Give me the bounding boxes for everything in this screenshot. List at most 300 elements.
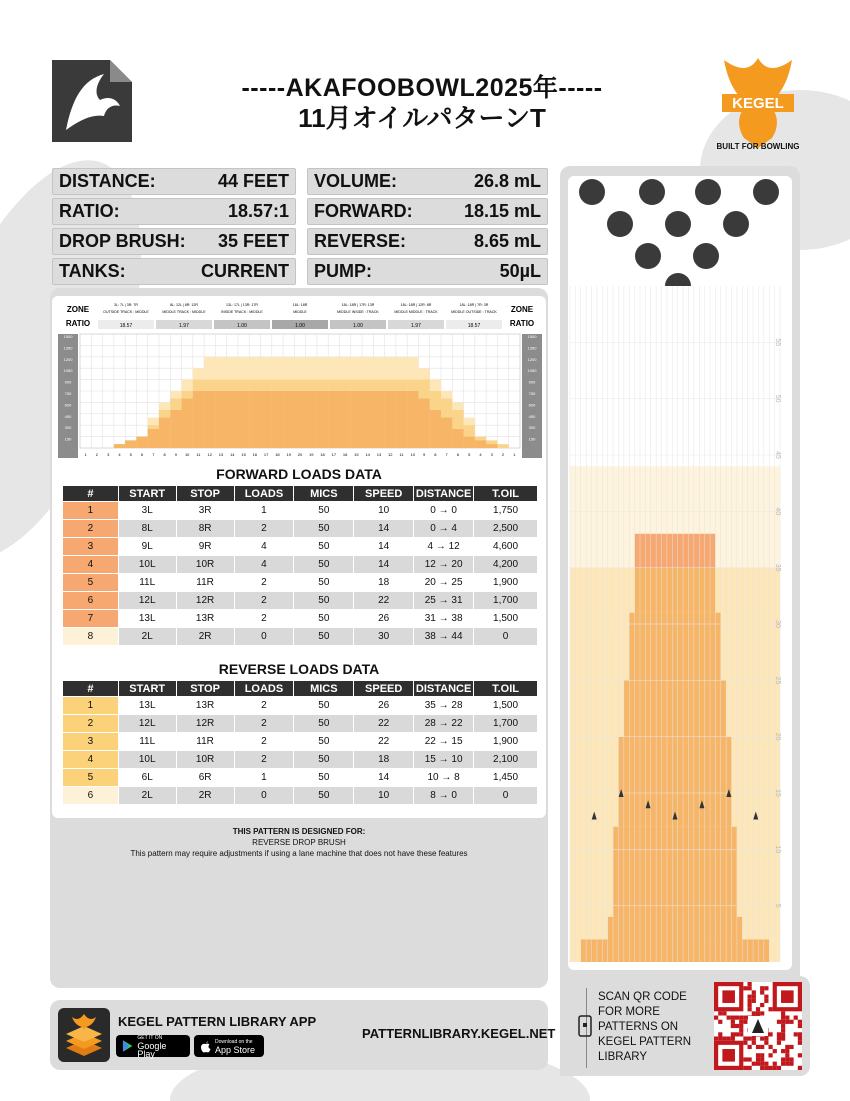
table-cell: 13R <box>176 697 234 715</box>
column-header: # <box>63 486 119 502</box>
volume-bar-dark <box>215 391 226 448</box>
qr-module <box>752 1036 756 1040</box>
qr-finder-inner <box>722 990 735 1003</box>
volume-bar-dark <box>385 391 396 448</box>
qr-module <box>798 1024 802 1028</box>
table-header-row <box>63 486 538 502</box>
qr-module <box>735 1016 739 1020</box>
table-cell: 9L <box>118 538 176 556</box>
row-number: 1 <box>63 502 119 520</box>
qr-module <box>777 1020 781 1024</box>
qr-module <box>768 1032 772 1036</box>
qr-module <box>748 995 752 999</box>
qr-module <box>756 1057 760 1061</box>
volume-bar-dark <box>283 391 294 448</box>
table-cell: 12R <box>176 592 234 610</box>
qr-module <box>748 1066 752 1070</box>
table-cell: 8 → 0 <box>414 787 474 805</box>
y-tick-label-right: 1050 <box>527 368 537 374</box>
board-label: 14 <box>365 452 370 457</box>
column-header: LOADS <box>234 486 294 502</box>
table-cell: 11L <box>118 733 176 751</box>
qr-module <box>760 986 764 990</box>
stat-label: REVERSE: <box>314 231 407 251</box>
page-title-line-1: -----AKAFOOBOWL2025年----- <box>241 74 603 102</box>
stat-value: 18.57:1 <box>227 201 289 221</box>
forward-loads-title: FORWARD LOADS DATA <box>216 466 382 482</box>
volume-bar-dark <box>441 418 452 448</box>
distance-label: 25 <box>774 676 781 685</box>
table-cell: 1,450 <box>474 769 538 787</box>
oil-step-forward <box>613 827 737 917</box>
qr-module <box>752 990 756 994</box>
table-cell: 4,600 <box>474 538 538 556</box>
column-header: MICS <box>294 486 354 502</box>
phone-scan-icon <box>576 1014 596 1038</box>
qr-module <box>781 1028 785 1032</box>
column-header: START <box>118 486 176 502</box>
board-label: 17 <box>263 452 269 457</box>
board-label: 15 <box>354 452 359 457</box>
qr-module <box>798 1041 802 1045</box>
qr-module <box>781 1020 785 1024</box>
table-cell: 10 → 8 <box>414 769 474 787</box>
zone-label-right: ZONE <box>510 305 534 314</box>
zone-range-label: 18L: 18R | 17R: 13R <box>341 303 375 307</box>
volume-bar-dark <box>396 391 407 448</box>
table-cell: 2 <box>234 715 294 733</box>
zone-name-label: MIDDLE TRACK : MIDDLE <box>162 310 206 314</box>
table-cell: 50 <box>294 556 354 574</box>
table-row <box>63 538 538 556</box>
qr-module <box>785 1020 789 1024</box>
table-cell: 10L <box>118 751 176 769</box>
qr-module <box>781 1036 785 1040</box>
column-header: STOP <box>176 486 234 502</box>
y-tick-label: 1350 <box>63 345 73 351</box>
app-store-big-text: App Store <box>215 1045 256 1055</box>
table-cell: 15 → 10 <box>414 751 474 769</box>
design-note <box>52 826 546 859</box>
qr-module <box>756 1011 760 1015</box>
volume-bar-dark <box>407 391 418 448</box>
volume-bar-dark <box>452 429 463 448</box>
distance-label: 5 <box>774 903 781 908</box>
y-tick-label: 150 <box>64 436 72 442</box>
stat-label: DISTANCE: <box>59 171 156 191</box>
table-cell: 2R <box>176 628 234 646</box>
table-cell: 50 <box>294 769 354 787</box>
google-play-small-text: GET IT ON <box>137 1035 163 1041</box>
qr-module <box>743 1020 747 1024</box>
qr-module <box>760 990 764 994</box>
board-label: 8 <box>434 452 437 457</box>
y-tick-label-right: 900 <box>528 379 536 385</box>
table-row <box>63 769 538 787</box>
qr-module <box>798 1053 802 1057</box>
board-label: 5 <box>129 452 132 457</box>
zone-range-label: 13L: 17L | 13R: 17R <box>226 303 258 307</box>
bowling-pin <box>579 179 605 205</box>
page-header <box>52 52 812 152</box>
qr-module <box>785 1057 789 1061</box>
zone-range-label: 18L: 18R | 12R: 8R <box>400 303 432 307</box>
zone-ratio-value: 1.97 <box>179 323 189 329</box>
qr-module <box>739 1032 743 1036</box>
qr-module <box>760 1036 764 1040</box>
bowling-pin <box>665 211 691 237</box>
board-label: 14 <box>230 452 235 457</box>
board-label: 2 <box>95 452 99 457</box>
table-cell: 20 → 25 <box>414 574 474 592</box>
column-header: DISTANCE <box>414 681 474 697</box>
table-cell: 9R <box>176 538 234 556</box>
table-cell: 3R <box>176 502 234 520</box>
pattern-library-url[interactable]: PATTERNLIBRARY.KEGEL.NET <box>362 1026 556 1041</box>
table-row <box>63 610 538 628</box>
table-cell: 1,500 <box>474 697 538 715</box>
y-tick-label: 1200 <box>63 356 73 362</box>
qr-module <box>785 1062 789 1066</box>
board-label: 13 <box>218 452 224 457</box>
table-row <box>63 751 538 769</box>
qr-module <box>743 1057 747 1061</box>
google-play-button[interactable] <box>116 1035 190 1057</box>
bowling-pin <box>635 243 661 269</box>
volume-bar-dark <box>373 391 384 448</box>
y-tick-label-right: 150 <box>528 436 536 442</box>
qr-module <box>714 1016 718 1020</box>
table-cell: 12L <box>118 715 176 733</box>
qr-module <box>773 1049 777 1053</box>
qr-module <box>768 1053 772 1057</box>
board-label: 10 <box>410 452 416 457</box>
qr-module <box>731 1036 735 1040</box>
board-label: 12 <box>388 452 393 457</box>
board-label: 15 <box>241 452 246 457</box>
table-cell: 10 <box>354 787 414 805</box>
volume-bar-dark <box>125 440 136 448</box>
design-disclaimer: This pattern may require adjustments if using a lane machine that does not have these features <box>130 849 468 858</box>
board-label: 10 <box>184 452 190 457</box>
bowling-pin <box>639 179 665 205</box>
board-label: 6 <box>140 452 144 457</box>
zone-name-label: MIDDLE MIDDLE : TRACK <box>394 310 438 314</box>
table-cell: 2 <box>234 520 294 538</box>
board-label: 20 <box>297 452 303 457</box>
table-row <box>63 787 538 805</box>
zone-name-label: INSIDE TRACK : MIDDLE <box>221 310 263 314</box>
table-cell: 4 <box>234 538 294 556</box>
zone-ratio-value: 18.57 <box>119 323 133 329</box>
qr-module <box>760 1062 764 1066</box>
qr-module <box>764 986 768 990</box>
table-cell: 35 → 28 <box>414 697 474 715</box>
board-label: 1 <box>513 452 516 457</box>
bowling-pin <box>753 179 779 205</box>
table-row <box>63 502 538 520</box>
zone-ratio-value: 1.00 <box>237 323 247 329</box>
column-header: # <box>63 681 119 697</box>
table-cell: 14 <box>354 769 414 787</box>
qr-module <box>781 1062 785 1066</box>
qr-module <box>777 1032 781 1036</box>
qr-module <box>748 982 752 986</box>
zone-name-label: MIDDLE INSIDE : TRACK <box>337 310 379 314</box>
stat-label: FORWARD: <box>314 201 413 221</box>
stat-reverse <box>307 228 548 255</box>
app-store-small-text: Download on the <box>215 1039 253 1045</box>
table-cell: 28 → 22 <box>414 715 474 733</box>
board-label: 7 <box>152 452 155 457</box>
qr-module <box>764 1062 768 1066</box>
app-store-button[interactable] <box>194 1035 264 1057</box>
qr-module <box>748 999 752 1003</box>
table-cell: 50 <box>294 697 354 715</box>
table-cell: 8L <box>118 520 176 538</box>
table-cell: 31 → 38 <box>414 610 474 628</box>
distance-label: 35 <box>774 563 781 572</box>
qr-module <box>718 1020 722 1024</box>
qr-module <box>773 1066 777 1070</box>
board-label: 19 <box>309 452 314 457</box>
qr-code[interactable] <box>714 982 802 1070</box>
qr-module <box>768 1066 772 1070</box>
distance-label: 10 <box>774 845 781 854</box>
qr-module <box>764 1066 768 1070</box>
qr-module <box>752 1011 756 1015</box>
y-tick-label-right: 450 <box>528 413 536 419</box>
table-cell: 13R <box>176 610 234 628</box>
qr-module <box>789 1062 793 1066</box>
qr-module <box>760 1053 764 1057</box>
table-cell: 2 <box>234 733 294 751</box>
google-play-icon <box>122 1039 133 1053</box>
qr-module <box>739 1020 743 1024</box>
board-label: 4 <box>479 452 482 457</box>
qr-module <box>760 1045 764 1049</box>
page-title-line-2: 11月オイルパターンT <box>298 103 546 133</box>
qr-module <box>764 1036 768 1040</box>
board-label: 3 <box>490 452 493 457</box>
qr-module <box>785 1016 789 1020</box>
board-label: 6 <box>456 452 460 457</box>
qr-module <box>714 1036 718 1040</box>
y-tick-label: 1500 <box>63 334 73 339</box>
pattern-document-icon <box>52 60 132 142</box>
table-cell: 1,700 <box>474 592 538 610</box>
qr-module <box>722 1036 726 1040</box>
volume-bar-dark <box>464 437 475 448</box>
table-row <box>63 697 538 715</box>
row-number: 4 <box>63 751 119 769</box>
table-cell: 13L <box>118 610 176 628</box>
qr-module <box>731 1016 735 1020</box>
qr-instructions: SCAN QR CODE FOR MORE PATTERNS ON KEGEL PATTERN LIBRARY <box>598 991 692 1063</box>
board-label: 1 <box>84 452 87 457</box>
board-label: 8 <box>163 452 166 457</box>
zone-range-label: 18L: 18R | 7R: 3R <box>459 303 489 307</box>
table-cell: 10 <box>354 502 414 520</box>
y-tick-label-right: 1500 <box>527 334 537 339</box>
table-cell: 1 <box>234 502 294 520</box>
volume-bar-dark <box>339 391 350 448</box>
table-cell: 2L <box>118 628 176 646</box>
qr-module <box>777 1041 781 1045</box>
oil-step-forward <box>629 613 721 681</box>
column-header: DISTANCE <box>414 486 474 502</box>
qr-module <box>798 1032 802 1036</box>
stat-ratio <box>52 198 296 225</box>
column-header: T.OIL <box>474 681 538 697</box>
qr-module <box>798 1020 802 1024</box>
volume-bar-dark <box>430 410 441 448</box>
table-cell: 50 <box>294 610 354 628</box>
board-label: 2 <box>501 452 505 457</box>
board-label: 5 <box>468 452 471 457</box>
table-cell: 12R <box>176 715 234 733</box>
table-cell: 50 <box>294 538 354 556</box>
volume-bar-dark <box>249 391 260 448</box>
y-tick-label: 300 <box>64 425 72 431</box>
kegel-tagline: BUILT FOR BOWLING <box>716 142 800 151</box>
zone-ratio-value: 1.97 <box>411 323 421 329</box>
qr-module <box>777 1066 781 1070</box>
table-cell: 38 → 44 <box>414 628 474 646</box>
column-header: SPEED <box>354 681 414 697</box>
table-cell: 2 <box>234 574 294 592</box>
row-number: 6 <box>63 787 119 805</box>
distance-label: 20 <box>774 732 781 741</box>
qr-module <box>722 1011 726 1015</box>
oil-step-head <box>635 534 716 568</box>
stat-value: CURRENT <box>201 261 289 281</box>
qr-module <box>718 1011 722 1015</box>
table-cell: 50 <box>294 715 354 733</box>
table-cell: 18 <box>354 751 414 769</box>
volume-bar-dark <box>182 399 193 448</box>
stat-value: 35 FEET <box>217 231 289 251</box>
qr-module <box>764 1041 768 1045</box>
qr-module <box>748 1003 752 1007</box>
table-cell: 22 <box>354 733 414 751</box>
board-label: 16 <box>342 452 348 457</box>
table-cell: 22 <box>354 715 414 733</box>
oil-volume-chart <box>58 300 542 458</box>
board-label: 11 <box>399 452 404 457</box>
table-cell: 8R <box>176 520 234 538</box>
table-cell: 10L <box>118 556 176 574</box>
volume-bar-dark <box>261 391 272 448</box>
table-cell: 2,500 <box>474 520 538 538</box>
stat-value: 18.15 mL <box>463 201 541 221</box>
qr-module <box>743 1066 747 1070</box>
lane-oil-graph <box>568 176 792 970</box>
table-cell: 50 <box>294 520 354 538</box>
table-cell: 14 <box>354 556 414 574</box>
google-play-big-text: Google Play <box>137 1041 167 1059</box>
table-cell: 22 <box>354 592 414 610</box>
table-cell: 30 <box>354 628 414 646</box>
qr-module <box>781 1057 785 1061</box>
row-number: 3 <box>63 733 119 751</box>
y-tick-label: 1050 <box>63 368 73 374</box>
row-number: 7 <box>63 610 119 628</box>
distance-label: 15 <box>774 789 781 797</box>
qr-module <box>752 1062 756 1066</box>
stat-value: 26.8 mL <box>473 171 541 191</box>
qr-module <box>739 1024 743 1028</box>
volume-bar-dark <box>238 391 249 448</box>
qr-module <box>760 1003 764 1007</box>
y-tick-label-right: 1200 <box>527 356 537 362</box>
table-row <box>63 715 538 733</box>
table-cell: 1,500 <box>474 610 538 628</box>
table-cell: 2 <box>234 697 294 715</box>
column-header: T.OIL <box>474 486 538 502</box>
table-cell: 50 <box>294 502 354 520</box>
zone-ratio-value: 1.00 <box>353 323 363 329</box>
y-tick-label: 750 <box>64 391 72 396</box>
stat-label: PUMP: <box>314 261 372 281</box>
table-cell: 6L <box>118 769 176 787</box>
stat-label: TANKS: <box>59 261 126 281</box>
volume-bar-dark <box>159 418 170 448</box>
zone-range-label: 18L: 18R <box>292 303 308 307</box>
volume-bar-dark <box>418 399 429 448</box>
volume-bar-dark <box>148 429 159 448</box>
volume-bar-dark <box>204 391 215 448</box>
column-header: START <box>118 681 176 697</box>
qr-module <box>748 1036 752 1040</box>
qr-module <box>743 1016 747 1020</box>
stat-forward <box>307 198 548 225</box>
table-cell: 0 <box>234 787 294 805</box>
bowling-pin <box>695 179 721 205</box>
apple-icon <box>200 1040 211 1053</box>
zone-name-label: MIDDLE OUTSIDE : TRACK <box>451 310 497 314</box>
qr-module <box>731 1032 735 1036</box>
board-label: 17 <box>331 452 337 457</box>
board-label: 4 <box>118 452 121 457</box>
table-cell: 12L <box>118 592 176 610</box>
table-cell: 13L <box>118 697 176 715</box>
table-row <box>63 592 538 610</box>
qr-finder-inner <box>722 1049 735 1062</box>
bowling-pin <box>693 243 719 269</box>
zone-name-label: MIDDLE <box>293 310 307 314</box>
table-cell: 12 → 20 <box>414 556 474 574</box>
distance-label: 30 <box>774 620 781 628</box>
design-feature: REVERSE DROP BRUSH <box>252 838 346 847</box>
qr-module <box>773 1062 777 1066</box>
table-cell: 2R <box>176 787 234 805</box>
column-header: SPEED <box>354 486 414 502</box>
table-cell: 2 <box>234 592 294 610</box>
qr-module <box>789 1045 793 1049</box>
table-cell: 6R <box>176 769 234 787</box>
oil-step-forward <box>581 939 769 962</box>
volume-bar-dark <box>475 440 486 448</box>
table-cell: 14 <box>354 538 414 556</box>
ratio-label: RATIO <box>65 319 91 328</box>
table-cell: 1,900 <box>474 733 538 751</box>
ratio-label-right: RATIO <box>509 319 535 328</box>
volume-bar-dark <box>351 391 362 448</box>
qr-module <box>756 1045 760 1049</box>
table-cell: 50 <box>294 787 354 805</box>
row-number: 1 <box>63 697 119 715</box>
